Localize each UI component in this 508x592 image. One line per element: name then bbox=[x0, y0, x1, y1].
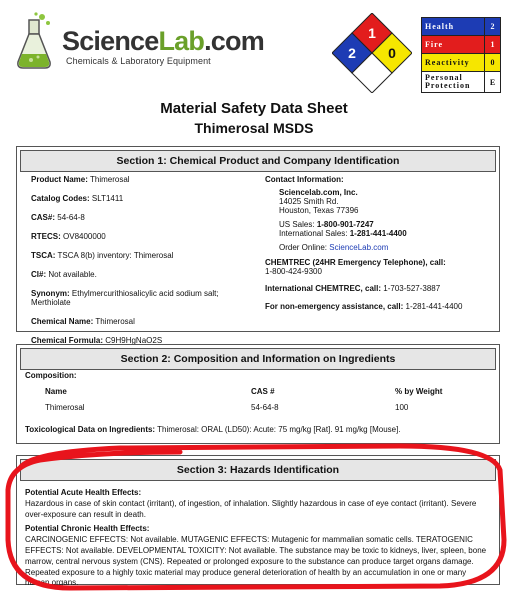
hmis-ppe-label bbox=[422, 74, 484, 90]
product-name-label: Product Name: bbox=[31, 175, 88, 184]
us-sales-label: US Sales: bbox=[279, 220, 315, 229]
column-header-name: Name bbox=[45, 387, 67, 396]
tsca-field bbox=[31, 251, 259, 260]
section-2-panel bbox=[16, 344, 500, 444]
chemtrec-phone[interactable]: 1-800-424-9300 bbox=[265, 267, 322, 276]
product-name-field bbox=[31, 175, 259, 184]
rtecs-field bbox=[31, 232, 259, 241]
catalog-codes-value: SLT1411 bbox=[91, 194, 124, 203]
hmis-ppe-label-1: Personal bbox=[425, 73, 463, 82]
document-subtitle: Thimerosal MSDS bbox=[194, 120, 314, 136]
intl-sales-phone[interactable]: 1-281-441-4400 bbox=[349, 229, 407, 238]
cas-field bbox=[31, 213, 259, 222]
column-header-cas: CAS # bbox=[251, 387, 275, 396]
hmis-ppe-label-2: Protection bbox=[425, 81, 471, 90]
synonym-value: Ethylmercurithiosalicylic acid sodium salt; Merthiolate bbox=[31, 289, 219, 307]
chemical-formula-value: C9H9HgNaO2S bbox=[105, 336, 163, 345]
product-name-value: Thimerosal bbox=[89, 175, 130, 184]
hmis-rating-table bbox=[421, 17, 501, 93]
hmis-reactivity-row bbox=[422, 54, 500, 72]
cas-label: CAS#: bbox=[31, 213, 56, 222]
composition-weight-column bbox=[395, 387, 442, 419]
hmis-health-value: 2 bbox=[484, 18, 500, 35]
intl-chemtrec-phone[interactable]: 1-703-527-3887 bbox=[383, 284, 441, 293]
ci-field bbox=[31, 270, 259, 279]
non-emergency-label: For non-emergency assistance, call: bbox=[265, 302, 404, 311]
section-3-heading: Section 3: Hazards Identification bbox=[20, 459, 496, 481]
tsca-label: TSCA: bbox=[31, 251, 56, 260]
non-emergency-phone[interactable]: 1-281-441-4400 bbox=[405, 302, 463, 311]
hmis-health-row bbox=[422, 18, 500, 36]
contact-info-label: Contact Information: bbox=[265, 175, 344, 184]
company-address-line-1: 14025 Smith Rd. bbox=[279, 197, 339, 206]
ingredient-weight-cell: 100 bbox=[395, 403, 409, 412]
ingredient-cas-cell: 54-64-8 bbox=[251, 403, 279, 412]
acute-effects-label: Potential Acute Health Effects: bbox=[25, 488, 142, 497]
contact-info-column bbox=[265, 175, 495, 311]
logo-wordmark-lab: Lab bbox=[158, 26, 205, 56]
section-1-panel bbox=[16, 146, 500, 345]
document-title: Material Safety Data Sheet bbox=[160, 100, 348, 117]
hmis-fire-row bbox=[422, 36, 500, 54]
toxicological-data-label: Toxicological Data on Ingredients: bbox=[25, 425, 156, 434]
non-emergency-line bbox=[265, 302, 495, 311]
composition-name-column bbox=[45, 387, 85, 419]
catalog-codes-field bbox=[31, 194, 259, 203]
tsca-value: TSCA 8(b) inventory: Thimerosal bbox=[57, 251, 174, 260]
chronic-effects-label: Potential Chronic Health Effects: bbox=[25, 524, 150, 534]
intl-sales-line bbox=[279, 229, 495, 238]
logo-wordmark-com: .com bbox=[204, 26, 264, 56]
company-address-block bbox=[265, 188, 495, 252]
nfpa-reactivity-value: 0 bbox=[388, 45, 396, 61]
toxicological-data-value: Thimerosal: ORAL (LD50): Acute: 75 mg/kg [Rat]. 91 mg/kg [Mouse]. bbox=[157, 425, 401, 434]
catalog-codes-label: Catalog Codes: bbox=[31, 194, 90, 203]
chemical-name-label: Chemical Name: bbox=[31, 317, 94, 326]
chemical-name-field bbox=[31, 317, 259, 326]
ingredient-name-cell: Thimerosal bbox=[45, 403, 85, 412]
chemical-name-value: Thimerosal bbox=[95, 317, 135, 326]
column-header-weight: % by Weight bbox=[395, 387, 443, 396]
hmis-ppe-row bbox=[422, 72, 500, 92]
intl-chemtrec-label: International CHEMTREC, call: bbox=[265, 284, 382, 293]
product-info-column bbox=[31, 175, 259, 355]
company-address-line-2: Houston, Texas 77396 bbox=[279, 206, 359, 215]
toxicological-data bbox=[25, 425, 401, 434]
intl-chemtrec-line bbox=[265, 284, 495, 293]
order-online-link[interactable]: ScienceLab.com bbox=[329, 243, 389, 252]
hmis-reactivity-label: Reactivity bbox=[425, 57, 470, 67]
composition-cas-column bbox=[251, 387, 279, 419]
us-sales-phone[interactable]: 1-800-901-7247 bbox=[316, 220, 374, 229]
ci-value: Not available. bbox=[48, 270, 97, 279]
sciencelab-logo[interactable] bbox=[14, 12, 264, 74]
logo-wordmark-science: Science bbox=[62, 26, 159, 56]
nfpa-fire-value: 1 bbox=[368, 25, 376, 41]
intl-sales-label: International Sales: bbox=[279, 229, 348, 238]
rtecs-label: RTECS: bbox=[31, 232, 61, 241]
chronic-effects-text: CARCINOGENIC EFFECTS: Not available. MUTAGENIC EFFECTS: Mutagenic for mammalian somatic cells. TERATOGENIC EFFECTS: Not available. DEVELOPMENTAL TOXICITY: Not available. The substance may be toxic to kidneys, liver, spleen, bone marrow, central nervous system (CNS). Repeated or prolonged exposure to the substance can produce target organs damage. Repeated exposure to a highly toxic material may produce general deterioration of health by an accumulation in one or many human organs. bbox=[25, 535, 487, 588]
cas-value: 54-64-8 bbox=[57, 213, 85, 222]
order-online-label: Order Online: bbox=[279, 243, 328, 252]
hmis-fire-value: 1 bbox=[484, 36, 500, 53]
company-name: Sciencelab.com, Inc. bbox=[279, 188, 358, 197]
order-online-line bbox=[279, 243, 495, 252]
chemtrec-line bbox=[265, 258, 495, 276]
section-3-panel bbox=[16, 455, 500, 588]
section-3-body bbox=[17, 484, 499, 592]
nfpa-health-value: 2 bbox=[348, 45, 356, 61]
hmis-health-label: Health bbox=[425, 21, 455, 31]
chemical-formula-label: Chemical Formula: bbox=[31, 336, 104, 345]
section-1-heading: Section 1: Chemical Product and Company Identification bbox=[20, 150, 496, 172]
hmis-fire-label: Fire bbox=[425, 39, 444, 49]
logo-tagline: Chemicals & Laboratory Equipment bbox=[66, 56, 211, 66]
synonym-field bbox=[31, 289, 259, 307]
ci-label: CI#: bbox=[31, 270, 47, 279]
section-2-heading: Section 2: Composition and Information on Ingredients bbox=[20, 348, 496, 370]
logo-wordmark bbox=[62, 26, 264, 57]
composition-label: Composition: bbox=[25, 371, 77, 380]
hmis-reactivity-value: 0 bbox=[484, 54, 500, 71]
hmis-ppe-value: E bbox=[484, 72, 500, 92]
flask-icon bbox=[14, 12, 62, 72]
synonym-label: Synonym: bbox=[31, 289, 70, 298]
chemtrec-label: CHEMTREC (24HR Emergency Telephone), call: bbox=[265, 258, 446, 267]
nfpa-diamond bbox=[332, 13, 412, 93]
us-sales-line bbox=[279, 220, 495, 229]
rtecs-value: OV8400000 bbox=[63, 232, 106, 241]
acute-effects-text: Hazardous in case of skin contact (irritant), of ingestion, of inhalation. Slightly hazardous in case of eye contact (irritant). Severe over-exposure can result in death. bbox=[25, 498, 477, 519]
